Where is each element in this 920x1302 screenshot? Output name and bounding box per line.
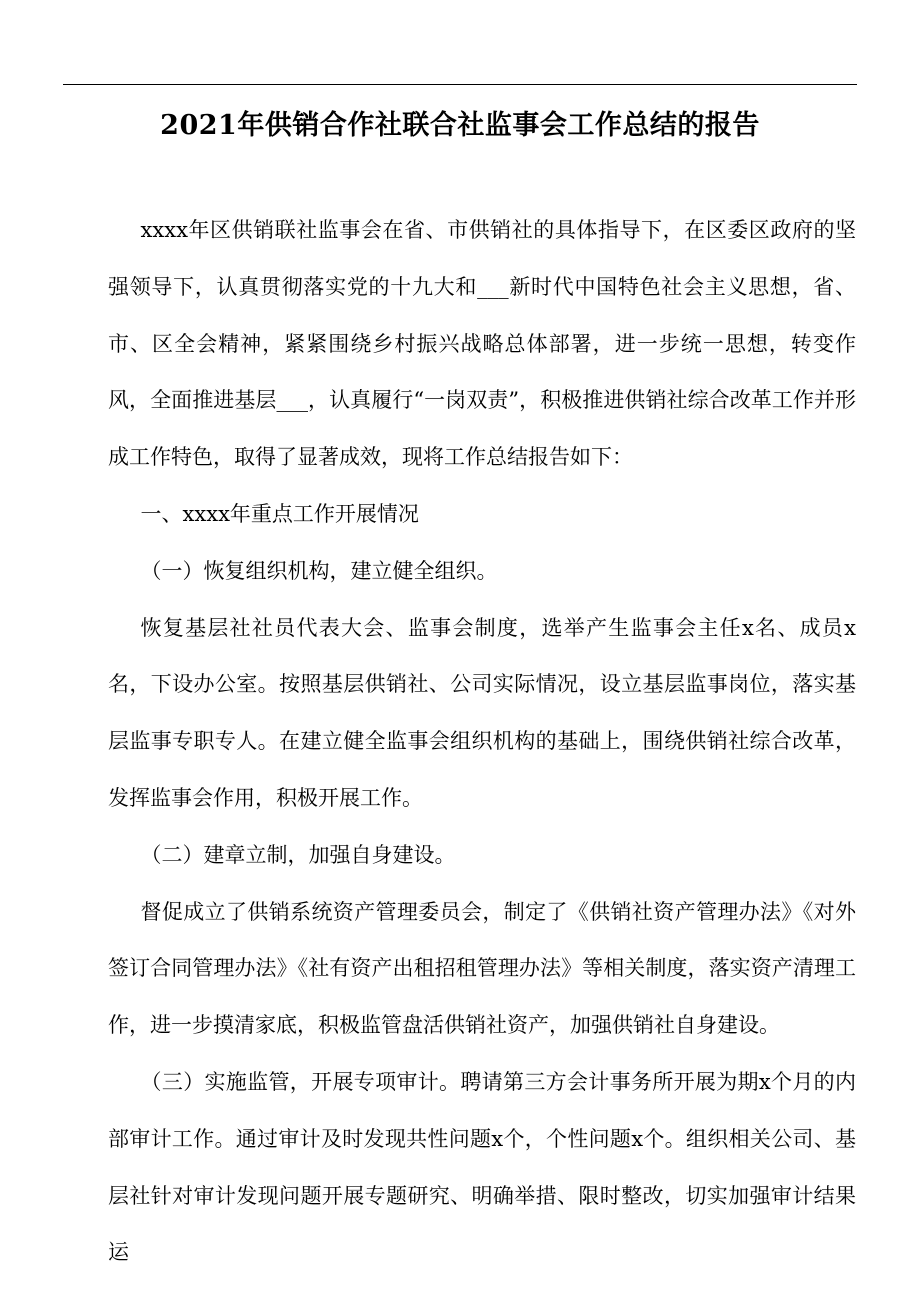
subsection-2-heading: （二）建章立制，加强自身建设。 [140, 842, 456, 867]
section-1-heading: 一、xxxx年重点工作开展情况 [140, 501, 419, 526]
document-body [108, 202, 856, 1281]
intro-text-2: 新时代中国特色社会主义思想，省、市、区全会精神，紧紧围绕乡村振兴战略总体部署，进一步统一思想，转变作风，全面推进基层 [108, 274, 857, 413]
intro-blank-2: ___ [276, 388, 308, 413]
subsection-2-body: 督促成立了供销系统资产管理委员会，制定了《供销社资产管理办法》《对外签订合同管理办法》《社有资产出租招租管理办法》等相关制度，落实资产清理工作，进一步摸清家底，积极监管盘活供销社资产，加强供销社自身建设。 [108, 899, 856, 1038]
intro-text-3: ，认真履行“一岗双责”，积极推进供销社综合改革工作并形成工作特色，取得了显著成效，现将工作总结报告如下： [108, 388, 856, 470]
document-title: 2021年供销合作社联合社监事会工作总结的报告 [160, 110, 760, 142]
header-rule [63, 84, 857, 85]
subsection-3-body: （三）实施监管，开展专项审计。聘请第三方会计事务所开展为期x个月的内部审计工作。通过审计及时发现共性问题x个，个性问题x个。组织相关公司、基层社针对审计发现问题开展专题研究、明确举措、限时整改，切实加强审计结果运 [108, 1069, 856, 1265]
intro-blank-1: ___ [477, 274, 509, 299]
subsection-1-body: 恢复基层社社员代表大会、监事会制度，选举产生监事会主任x名、成员x名，下设办公室。按照基层供销社、公司实际情况，设立基层监事岗位，落实基层监事专职专人。在建立健全监事会组织机构的基础上，围绕供销社综合改革，发挥监事会作用，积极开展工作。 [108, 615, 856, 810]
intro-paragraph [108, 202, 856, 486]
intro-text-1: xxxx年区供销联社监事会在省、市供销社的具体指导下，在区委区政府的坚强领导下，认真贯彻落实党的十九大和 [108, 218, 856, 299]
subsection-1-heading: （一）恢复组织机构，建立健全组织。 [140, 558, 498, 583]
